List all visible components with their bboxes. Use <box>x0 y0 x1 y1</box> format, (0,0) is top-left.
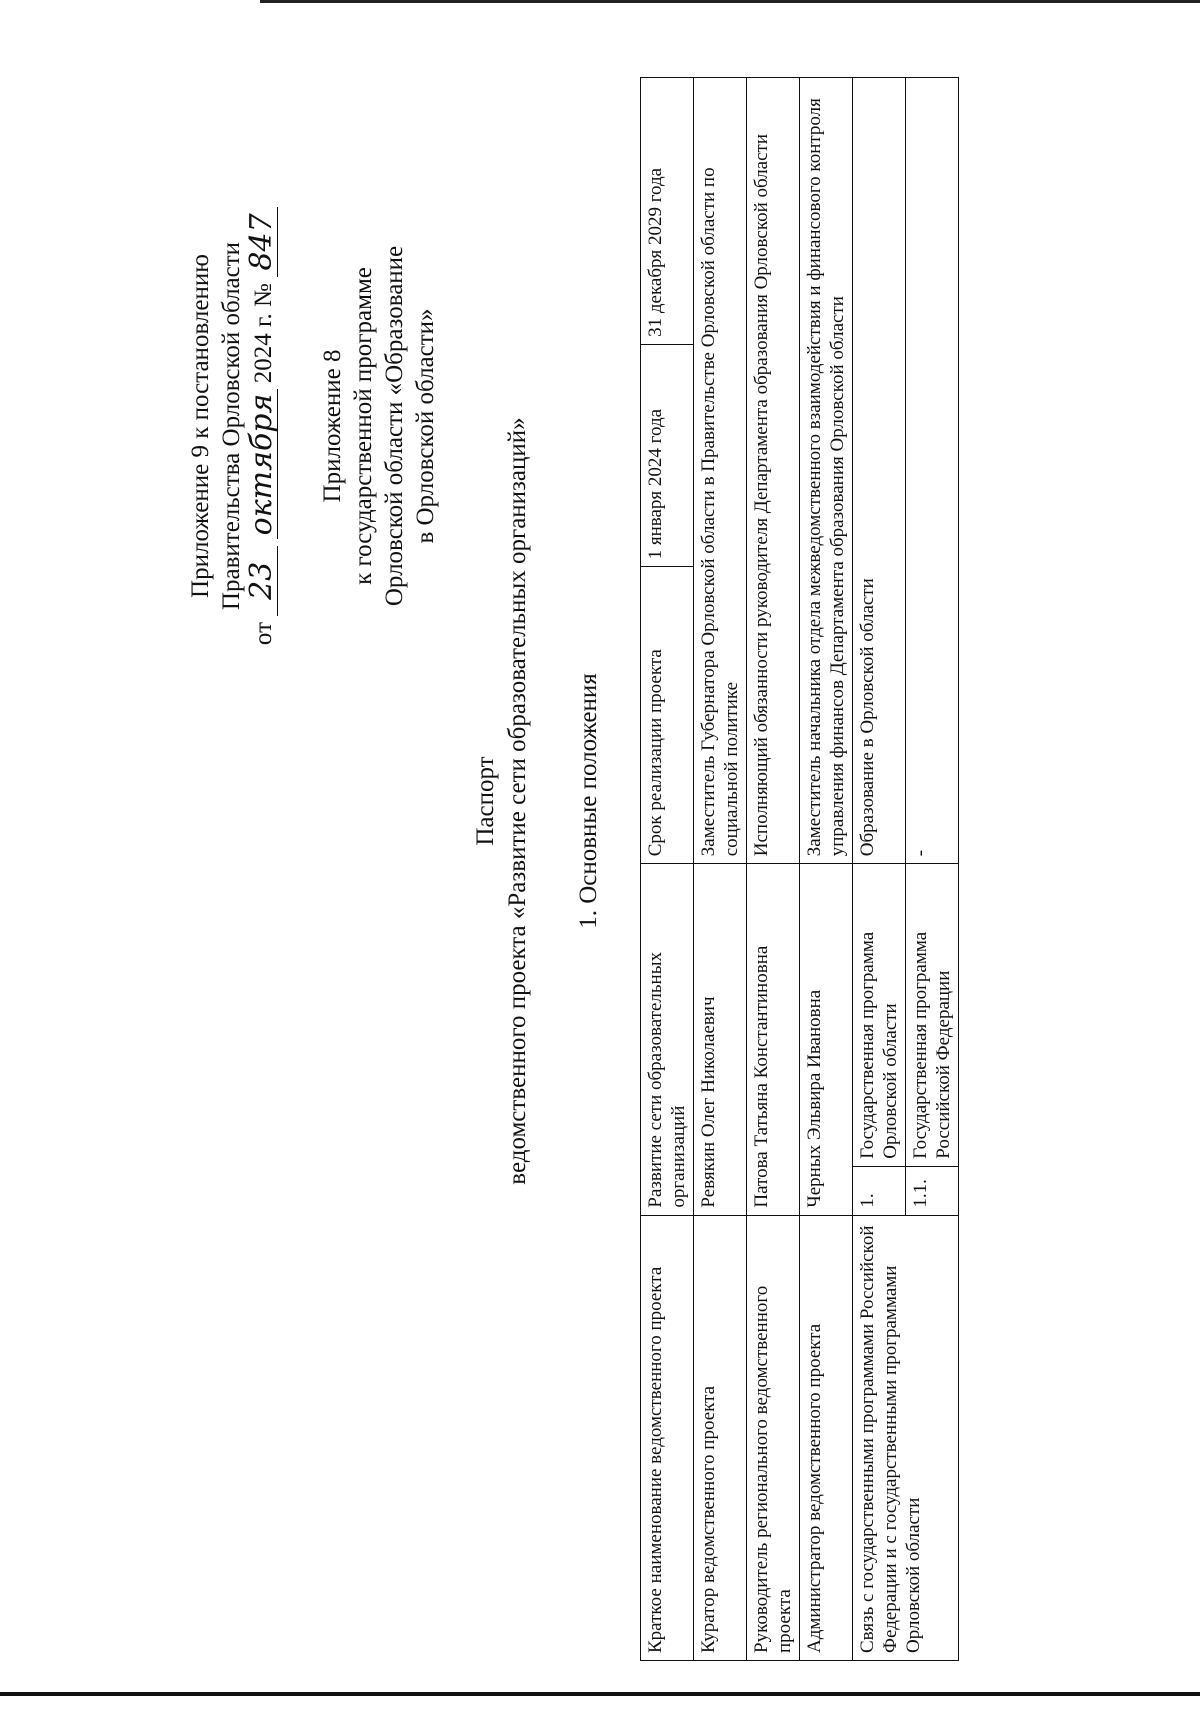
row2-label: Куратор ведомственного проекта <box>694 1215 747 1660</box>
appendix8-line4: в Орловской области» <box>412 308 439 544</box>
row4-position: Заместитель начальника отдела межведомственного взаимодействия и финансового контроля управления финансов Департамента образования Орловской области <box>800 78 853 864</box>
row5-item2-value: - <box>906 78 959 864</box>
appendix8-line2: к государственной программе <box>350 267 377 585</box>
row4-name: Черных Эльвира Ивановна <box>800 864 853 1215</box>
table-row <box>853 78 906 1661</box>
passport-table <box>640 77 959 1661</box>
row5-item1-program: Государственная программа Орловской области <box>853 864 906 1166</box>
section-title: 1. Основные положения <box>575 673 602 929</box>
row5-label: Связь с государственными программами Российской Федерации и с государственными программами Орловской области <box>853 1215 959 1660</box>
appendix8-line3: Орловской области «Образование <box>381 245 408 607</box>
header-line2: Правительства Орловской области <box>218 241 245 611</box>
row1-value: Развитие сети образовательных организаций <box>641 864 694 1215</box>
title-line1: Паспорт <box>472 756 499 846</box>
table-row <box>800 78 853 1661</box>
from-prefix: от <box>250 621 277 646</box>
date-year: 2024 г. № <box>250 283 277 384</box>
table-row <box>641 78 694 1661</box>
handwritten-month: октября <box>247 389 278 539</box>
table-row <box>694 78 747 1661</box>
row1-term-label: Срок реализации проекта <box>641 567 694 864</box>
row1-start: 1 января 2024 года <box>641 344 694 566</box>
title-line2: ведомственного проекта «Развитие сети образовательных организаций» <box>504 417 531 1185</box>
row5-item1-value: Образование в Орловской области <box>853 78 906 864</box>
row5-item1-num: 1. <box>853 1166 906 1215</box>
header-line1: Приложение 9 к постановлению <box>187 254 214 598</box>
row5-item2-num: 1.1. <box>906 1166 959 1215</box>
row3-name: Патова Татьяна Константиновна <box>747 864 800 1215</box>
appendix8-block <box>317 186 441 666</box>
header-date-line <box>244 186 279 666</box>
row1-label: Краткое наименование ведомственного проекта <box>641 1215 694 1660</box>
resolution-header <box>185 186 441 666</box>
appendix8-line1: Приложение 8 <box>319 349 346 503</box>
handwritten-day: 23 <box>247 546 278 616</box>
row4-label: Администратор ведомственного проекта <box>800 1215 853 1660</box>
handwritten-doc-number: 847 <box>247 207 278 277</box>
row3-position: Исполняющий обязанности руководителя Департамента образования Орловской области <box>747 78 800 864</box>
table-row <box>747 78 800 1661</box>
row3-label: Руководитель регионального ведомственного проекта <box>747 1215 800 1660</box>
row2-position: Заместитель Губернатора Орловской области в Правительстве Орловской области по социальной политике <box>694 78 747 864</box>
row1-end: 31 декабря 2029 года <box>641 78 694 345</box>
document-title <box>470 351 534 1251</box>
row2-name: Ревякин Олег Николаевич <box>694 864 747 1215</box>
row5-item2-program: Государственная программа Российской Федерации <box>906 864 959 1166</box>
